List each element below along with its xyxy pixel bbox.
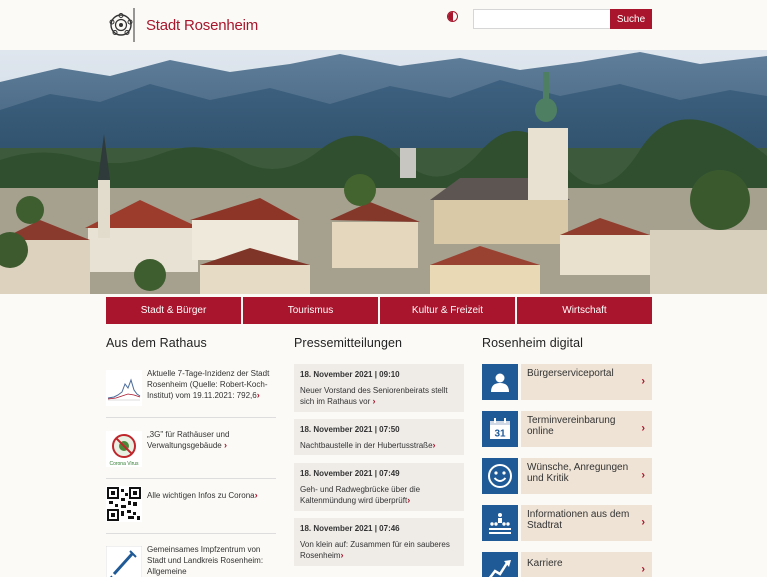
presse-column: [294, 336, 464, 560]
presse-title: Pressemitteilungen: [294, 336, 403, 350]
digital-item-buergerserviceportal[interactable]: [482, 364, 652, 400]
press-text: Nachtbaustelle in der Hubertusstraße: [300, 441, 433, 450]
nav-stadt-buerger[interactable]: Stadt & Bürger: [106, 297, 241, 324]
press-text: Neuer Vorstand des Seniorenbeirats stellt sich im Rathaus vor: [300, 386, 448, 406]
press-item[interactable]: [294, 518, 464, 566]
chevron-right-icon: ›: [641, 563, 645, 576]
digital-item-stadtrat[interactable]: [482, 505, 652, 541]
logo-text: Stadt Rosenheim: [146, 16, 259, 34]
hero-image: [0, 50, 767, 294]
digital-title: Rosenheim digital: [482, 336, 584, 350]
chevron-right-icon: ›: [641, 516, 645, 529]
rathaus-item-text: Aktuelle 7-Tage-Inzidenz der Stadt Rosenheim (Quelle: Robert-Koch-Institut) vom 19.11.2021: 792,6: [147, 369, 270, 400]
header: [0, 0, 767, 50]
press-date: 18. November 2021 | 09:10: [300, 370, 400, 379]
digital-item-karriere[interactable]: [482, 552, 652, 577]
digital-item-label: Karriere: [527, 558, 563, 569]
digital-item-wuensche[interactable]: [482, 458, 652, 494]
rosenheim-rose-icon: [108, 7, 140, 43]
logo[interactable]: [108, 7, 258, 43]
digital-item-label: Terminvereinbarung online: [527, 415, 616, 437]
qr-code-icon: [106, 486, 142, 522]
digital-item-label: Bürgerserviceportal: [527, 368, 614, 379]
chevron-right-icon: ›: [641, 375, 645, 388]
chevron-right-icon: ›: [256, 390, 260, 400]
press-item[interactable]: [294, 419, 464, 455]
digital-item-terminvereinbarung[interactable]: [482, 411, 652, 447]
list-item[interactable]: [106, 484, 276, 534]
chevron-right-icon: ›: [372, 396, 376, 406]
corona-virus-icon: [106, 431, 142, 467]
rathaus-column: [106, 336, 276, 576]
press-text: Geh- und Radwegbrücke über die Kaltenmündung wird überprüft: [300, 485, 421, 505]
press-date: 18. November 2021 | 07:46: [300, 524, 400, 533]
press-date: 18. November 2021 | 07:49: [300, 469, 400, 478]
chevron-right-icon: ›: [641, 469, 645, 482]
press-date: 18. November 2021 | 07:50: [300, 425, 400, 434]
user-icon: [482, 364, 518, 400]
list-item[interactable]: [106, 368, 276, 418]
smiley-icon: [482, 458, 518, 494]
rathaus-item-text: Gemeinsames Impfzentrum von Stadt und Landkreis Rosenheim: Allgemeine: [147, 545, 264, 576]
calendar-day: 31: [494, 428, 506, 440]
nav-wirtschaft[interactable]: Wirtschaft: [517, 297, 652, 324]
chevron-right-icon: ›: [254, 490, 258, 500]
vaccination-icon: [106, 546, 142, 577]
digital-column: [482, 336, 652, 576]
search-input[interactable]: [473, 9, 611, 29]
main-nav: [106, 297, 652, 324]
list-item[interactable]: [106, 429, 276, 479]
council-icon: [482, 505, 518, 541]
chevron-right-icon: ›: [432, 440, 436, 450]
digital-item-label: Informationen aus dem Stadtrat: [527, 509, 630, 531]
rathaus-title: Aus dem Rathaus: [106, 336, 207, 350]
nav-tourismus[interactable]: Tourismus: [243, 297, 378, 324]
chevron-right-icon: ›: [407, 495, 411, 505]
search-button[interactable]: Suche: [610, 9, 652, 29]
career-icon: [482, 552, 518, 577]
chevron-right-icon: ›: [641, 422, 645, 435]
rathaus-item-text: Alle wichtigen Infos zu Corona: [147, 491, 255, 500]
rathaus-item-text: „3G" für Rathäuser und Verwaltungsgebäude: [147, 430, 230, 450]
contrast-toggle-icon[interactable]: [447, 11, 458, 22]
list-item[interactable]: [106, 544, 276, 577]
press-item[interactable]: [294, 364, 464, 412]
corona-virus-label: Corona Virus: [109, 461, 139, 467]
press-text: Von klein auf: Zusammen für ein sauberes Rosenheim: [300, 540, 450, 560]
chart-thumbnail: [106, 370, 142, 406]
digital-item-label: Wünsche, Anregungen und Kritik: [527, 462, 629, 484]
chevron-right-icon: ›: [223, 440, 227, 450]
chevron-right-icon: ›: [340, 550, 344, 560]
nav-kultur-freizeit[interactable]: Kultur & Freizeit: [380, 297, 515, 324]
press-item[interactable]: [294, 463, 464, 511]
calendar-icon: [482, 411, 518, 447]
